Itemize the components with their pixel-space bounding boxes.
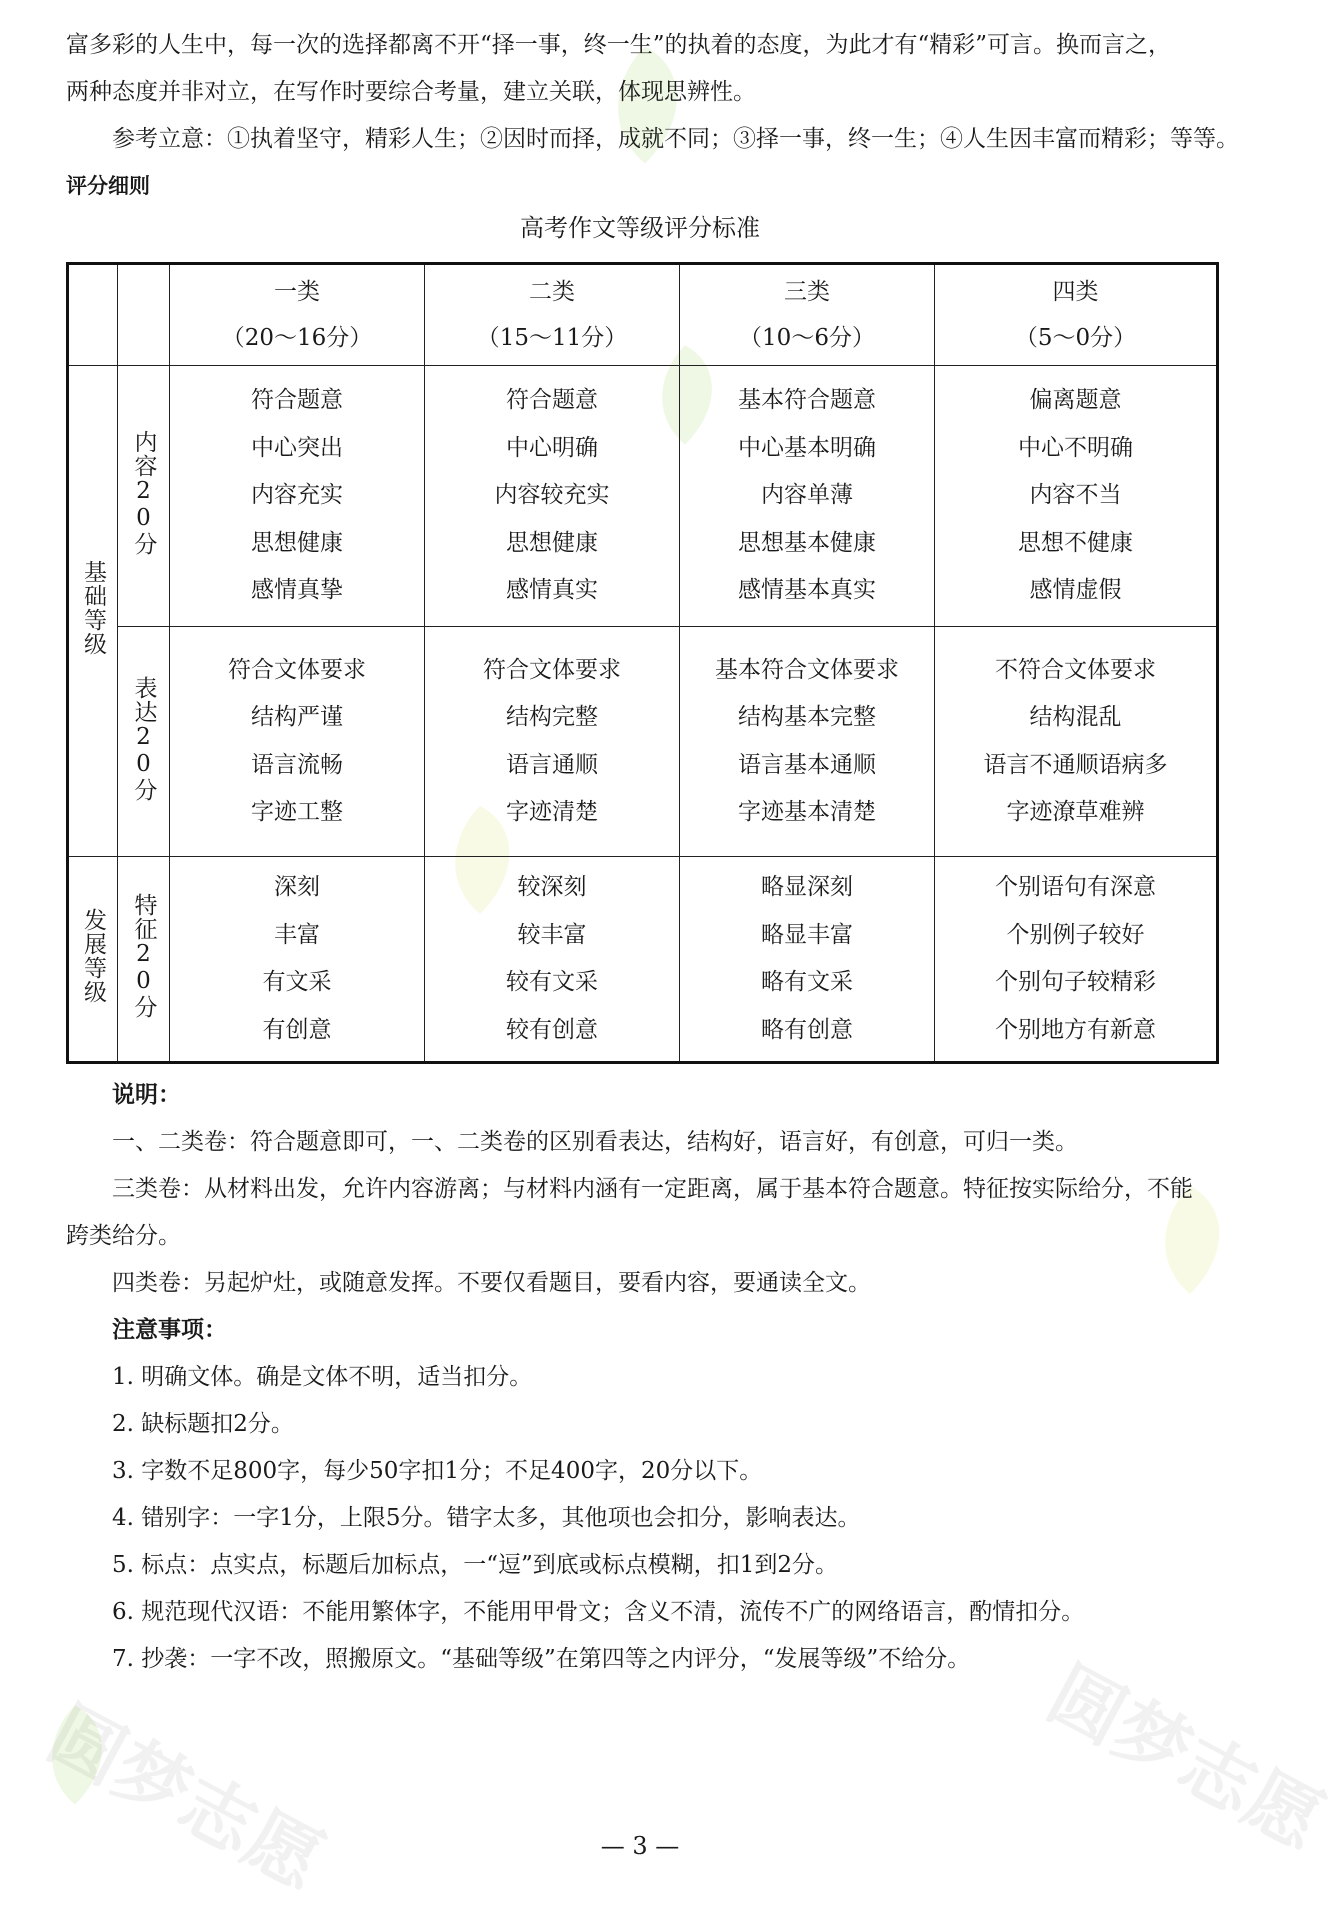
page-number: — 3 — <box>600 1832 680 1860</box>
note-item: 2. 缺标题扣2分。 <box>112 1411 294 1437</box>
content-cell-class-1: 符合题意 中心突出 内容充实 思想健康 感情真挚 <box>170 366 425 627</box>
watermark-text: 圆梦志愿 <box>34 1690 337 1906</box>
expression-cell-class-4: 不符合文体要求 结构混乱 语言不通顺语病多 字迹潦草难辨 <box>935 627 1218 857</box>
row-label-feature: 特征20分 <box>118 857 170 1063</box>
row-label-content: 内容20分 <box>118 366 170 627</box>
notes-title: 注意事项： <box>112 1317 227 1343</box>
explanation-item: 跨类给分。 <box>66 1223 181 1249</box>
feature-cell-class-2: 较深刻 较丰富 较有文采 较有创意 <box>425 857 680 1063</box>
table-row-content <box>68 366 1218 627</box>
table-row-feature <box>68 857 1218 1063</box>
explanation-section <box>66 1072 1266 1307</box>
explanation-item: 四类卷：另起炉灶，或随意发挥。不要仅看题目，要看内容，要通读全文。 <box>112 1270 871 1296</box>
reference-ideas: 参考立意：①执着坚守，精彩人生；②因时而择，成就不同；③择一事，终一生；④人生因丰富而精彩；等等。 <box>112 126 1239 152</box>
intro-line-2: 两种态度并非对立，在写作时要综合考量，建立关联，体现思辨性。 <box>66 79 756 105</box>
explanation-title: 说明： <box>112 1082 181 1108</box>
content-cell-class-3: 基本符合题意 中心基本明确 内容单薄 思想基本健康 感情基本真实 <box>680 366 935 627</box>
explanation-item: 三类卷：从材料出发，允许内容游离；与材料内涵有一定距离，属于基本符合题意。特征按实际给分，不能 <box>112 1176 1193 1202</box>
note-item: 5. 标点：点实点，标题后加标点，一“逗”到底或标点模糊，扣1到2分。 <box>112 1552 839 1578</box>
content-cell-class-4: 偏离题意 中心不明确 内容不当 思想不健康 感情虚假 <box>935 366 1218 627</box>
table-title: 高考作文等级评分标准 <box>520 214 760 242</box>
header-class-4: 四类 （5～0分） <box>935 264 1218 366</box>
watermark-text: 圆梦志愿 <box>1034 1650 1337 1866</box>
header-empty-cell <box>68 264 118 366</box>
notes-section <box>66 1307 1266 1683</box>
expression-cell-class-1: 符合文体要求 结构严谨 语言流畅 字迹工整 <box>170 627 425 857</box>
content-cell-class-2: 符合题意 中心明确 内容较充实 思想健康 感情真实 <box>425 366 680 627</box>
row-label-expression: 表达20分 <box>118 627 170 857</box>
intro-line-1: 富多彩的人生中，每一次的选择都离不开“择一事，终一生”的执着的态度，为此才有“精彩”可言。换而言之， <box>66 32 1172 58</box>
note-item: 1. 明确文体。确是文体不明，适当扣分。 <box>112 1364 533 1390</box>
expression-cell-class-2: 符合文体要求 结构完整 语言通顺 字迹清楚 <box>425 627 680 857</box>
header-class-2: 二类 （15～11分） <box>425 264 680 366</box>
watermark-leaf-icon <box>20 1700 130 1810</box>
header-empty-cell <box>118 264 170 366</box>
section-title: 评分细则 <box>66 174 150 198</box>
explanation-item: 一、二类卷：符合题意即可，一、二类卷的区别看表达，结构好，语言好，有创意，可归一类。 <box>112 1129 1078 1155</box>
expression-cell-class-3: 基本符合文体要求 结构基本完整 语言基本通顺 字迹基本清楚 <box>680 627 935 857</box>
feature-cell-class-4: 个别语句有深意 个别例子较好 个别句子较精彩 个别地方有新意 <box>935 857 1218 1063</box>
grading-table <box>66 262 1219 1064</box>
group-label-basic: 基础等级 <box>68 366 118 857</box>
note-item: 6. 规范现代汉语：不能用繁体字，不能用甲骨文；含义不清，流传不广的网络语言，酌情扣分。 <box>112 1599 1085 1625</box>
note-item: 3. 字数不足800字，每少50字扣1分；不足400字，20分以下。 <box>112 1458 763 1484</box>
note-item: 7. 抄袭：一字不改，照搬原文。“基础等级”在第四等之内评分，“发展等级”不给分。 <box>112 1646 971 1672</box>
table-header-row <box>68 264 1218 366</box>
feature-cell-class-3: 略显深刻 略显丰富 略有文采 略有创意 <box>680 857 935 1063</box>
header-class-1: 一类 （20～16分） <box>170 264 425 366</box>
feature-cell-class-1: 深刻 丰富 有文采 有创意 <box>170 857 425 1063</box>
table-row-expression <box>68 627 1218 857</box>
header-class-3: 三类 （10～6分） <box>680 264 935 366</box>
note-item: 4. 错别字：一字1分，上限5分。错字太多，其他项也会扣分，影响表达。 <box>112 1505 861 1531</box>
group-label-develop: 发展等级 <box>68 857 118 1063</box>
